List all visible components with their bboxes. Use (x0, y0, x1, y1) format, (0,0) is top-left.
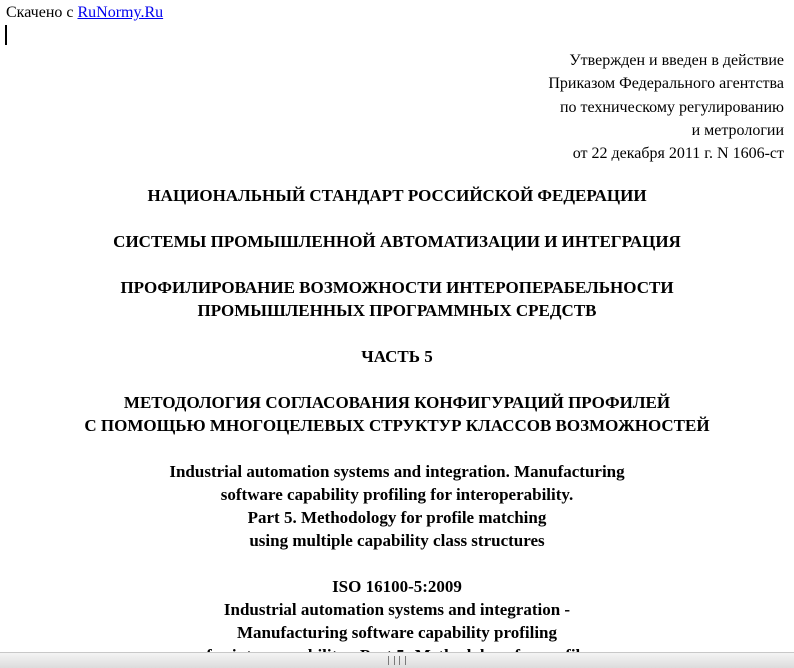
scrollbar-grip-icon[interactable] (388, 656, 406, 665)
subject-line: ПРОФИЛИРОВАНИЕ ВОЗМОЖНОСТИ ИНТЕРОПЕРАБЕЛЬНОСТИ (120, 278, 674, 297)
iso-code: ISO 16100-5:2009 (332, 577, 462, 596)
approval-line: Утвержден и введен в действие (569, 52, 784, 69)
part-title-heading (0, 391, 794, 437)
english-title-line: using multiple capability class structures (249, 531, 545, 550)
standard-heading-text: НАЦИОНАЛЬНЫЙ СТАНДАРТ РОССИЙСКОЙ ФЕДЕРАЦИИ (147, 186, 647, 205)
subject-line: ПРОМЫШЛЕННЫХ ПРОГРАММНЫХ СРЕДСТВ (197, 301, 597, 320)
approval-line: и метрологии (691, 121, 784, 139)
site-link[interactable]: RuNormy.Ru (77, 4, 164, 21)
approval-line: по техническому регулированию (559, 98, 784, 116)
english-title (0, 460, 794, 552)
series-heading (0, 230, 794, 253)
standard-heading (0, 184, 794, 207)
part-heading-text: ЧАСТЬ 5 (361, 347, 433, 366)
part-title-line: МЕТОДОЛОГИЯ СОГЛАСОВАНИЯ КОНФИГУРАЦИЙ ПРОФИЛЕЙ (123, 393, 671, 412)
text-cursor (5, 25, 7, 45)
iso-line: Industrial automation systems and integration - (223, 600, 571, 619)
approval-block (548, 49, 784, 165)
download-source (6, 4, 163, 22)
approval-line: от 22 декабря 2011 г. N 1606-ст (572, 145, 784, 163)
part-heading (0, 345, 794, 368)
download-prefix: Скачено с (6, 4, 74, 21)
english-title-line: Part 5. Methodology for profile matching (247, 508, 547, 527)
english-title-line: software capability profiling for interoperability. (220, 485, 574, 504)
iso-line: Manufacturing software capability profiling (236, 623, 557, 642)
horizontal-scrollbar[interactable] (0, 652, 794, 668)
english-title-line: Industrial automation systems and integration. Manufacturing (169, 462, 625, 481)
part-title-line: С ПОМОЩЬЮ МНОГОЦЕЛЕВЫХ СТРУКТУР КЛАССОВ ВОЗМОЖНОСТЕЙ (84, 416, 710, 435)
approval-line: Приказом Федерального агентства (548, 75, 784, 93)
series-heading-text: СИСТЕМЫ ПРОМЫШЛЕННОЙ АВТОМАТИЗАЦИИ И ИНТЕГРАЦИЯ (113, 232, 681, 251)
subject-heading (0, 276, 794, 322)
